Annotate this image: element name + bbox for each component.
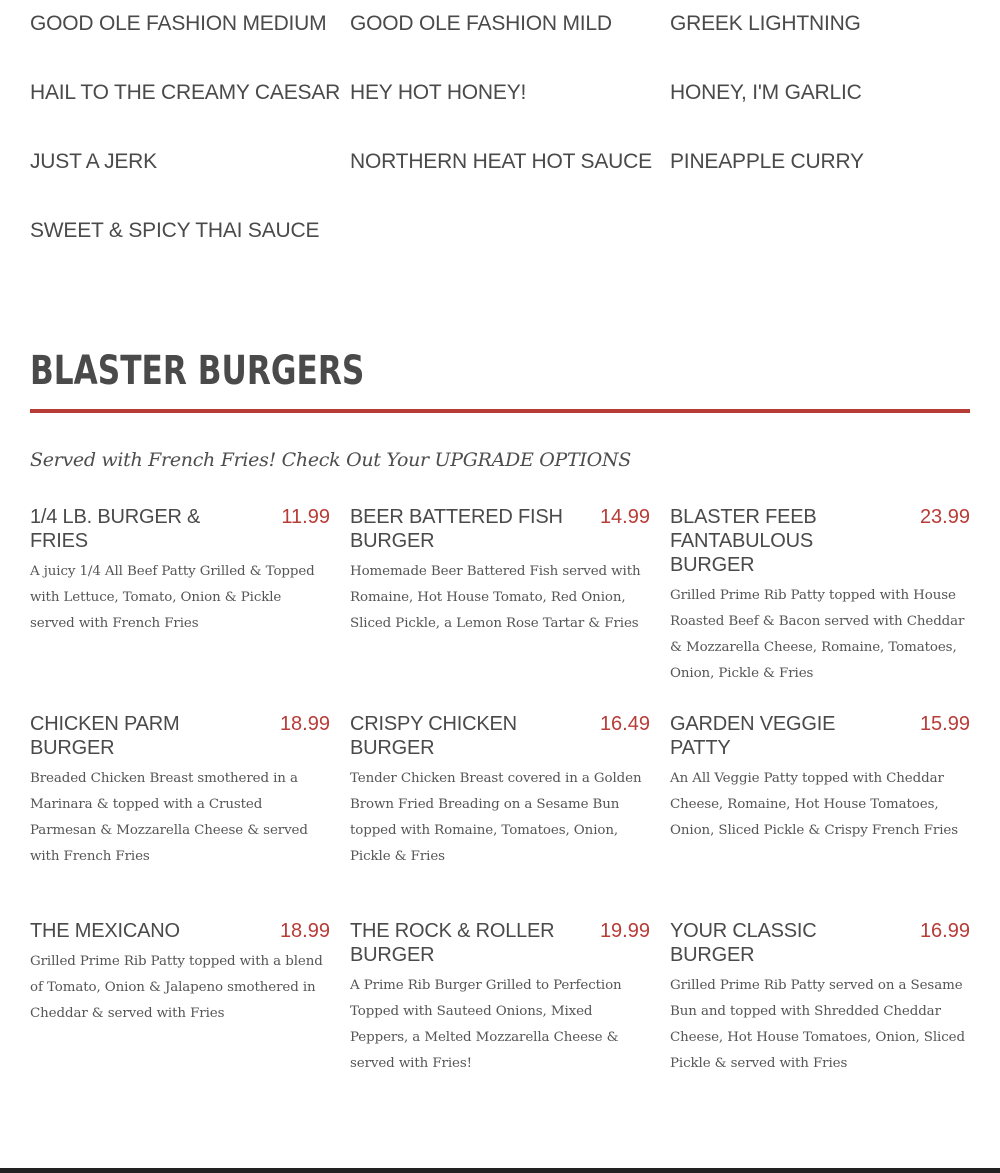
menu-item-price: 14.99	[599, 506, 650, 528]
menu-item-description: Grilled Prime Rib Patty served on a Sesame Bun and topped with Shredded Cheddar Cheese, Hot House Tomatoes, Onion, Sliced Pickle & served with Fries	[670, 978, 965, 1071]
menu-item-description: A juicy 1/4 All Beef Patty Grilled & Topped with Lettuce, Tomato, Onion & Pickle served with French Fries	[30, 564, 315, 631]
menu-item-description: Tender Chicken Breast covered in a Golden Brown Fried Breading on a Sesame Bun topped with Romaine, Tomatoes, Onion, Pickle & Fries	[350, 771, 642, 864]
menu-item-description: Homemade Beer Battered Fish served with Romaine, Hot House Tomato, Red Onion, Sliced Pickle, a Lemon Rose Tartar & Fries	[350, 564, 641, 631]
menu-item-price: 16.99	[919, 920, 970, 942]
menu-item	[350, 505, 650, 637]
menu-item-name: BLASTER FEEB FANTABULOUS BURGER	[670, 506, 817, 576]
menu-item-name: CHICKEN PARM BURGER	[30, 713, 180, 759]
sauce-item: HONEY, I'M GARLIC	[670, 81, 862, 104]
menu-item-name: 1/4 LB. BURGER & FRIES	[30, 506, 201, 552]
menu-item-name: THE ROCK & ROLLER BURGER	[350, 920, 555, 966]
sauce-item: HAIL TO THE CREAMY CAESAR	[30, 81, 341, 104]
menu-item-price: 16.49	[599, 713, 650, 735]
menu-item	[30, 505, 330, 637]
menu-item	[350, 712, 650, 870]
section-title: BLASTER BURGERS	[30, 348, 365, 394]
menu-item-price: 23.99	[919, 506, 970, 528]
menu-item-description: Grilled Prime Rib Patty topped with a blend of Tomato, Onion & Jalapeno smothered in Cheddar & served with Fries	[30, 954, 323, 1021]
menu-item-price: 15.99	[919, 713, 970, 735]
menu-item-price: 18.99	[279, 713, 330, 735]
menu-item-name: GARDEN VEGGIE PATTY	[670, 713, 836, 759]
menu-item-description: Breaded Chicken Breast smothered in a Marinara & topped with a Crusted Parmesan & Mozzarella Cheese & served with French Fries	[30, 771, 308, 864]
menu-item-name: THE MEXICANO	[30, 920, 180, 942]
sauce-item: GREEK LIGHTNING	[670, 12, 861, 35]
menu-item	[670, 505, 970, 687]
menu-item-description: A Prime Rib Burger Grilled to Perfection Topped with Sauteed Onions, Mixed Peppers, a Melted Mozzarella Cheese & served with Fries!	[350, 978, 622, 1071]
sauce-item: JUST A JERK	[30, 150, 157, 173]
section-subtitle: Served with French Fries! Check Out Your UPGRADE OPTIONS	[30, 449, 631, 471]
menu-item-description: Grilled Prime Rib Patty topped with House Roasted Beef & Bacon served with Cheddar & Mozzarella Cheese, Romaine, Tomatoes, Onion, Pickle & Fries	[670, 588, 965, 681]
menu-item-price: 11.99	[281, 506, 330, 528]
menu-item	[350, 919, 650, 1077]
sauce-item: GOOD OLE FASHION MILD	[350, 12, 612, 35]
section-divider	[30, 409, 970, 413]
sauce-item: PINEAPPLE CURRY	[670, 150, 864, 173]
menu-item-price: 19.99	[599, 920, 650, 942]
menu-item-name: YOUR CLASSIC BURGER	[670, 920, 817, 966]
menu-item	[30, 712, 330, 870]
sauce-item: GOOD OLE FASHION MEDIUM	[30, 12, 327, 35]
menu-item	[670, 712, 970, 844]
menu-item-price: 18.99	[279, 920, 330, 942]
sauce-list	[30, 10, 970, 286]
sauce-item: SWEET & SPICY THAI SAUCE	[30, 219, 320, 242]
menu-item-name: BEER BATTERED FISH BURGER	[350, 506, 563, 552]
menu-item	[670, 919, 970, 1077]
sauce-item: HEY HOT HONEY!	[350, 81, 527, 104]
footer-bar	[0, 1168, 1000, 1173]
menu-item	[30, 919, 330, 1027]
menu-item-name: CRISPY CHICKEN BURGER	[350, 713, 517, 759]
sauce-item: NORTHERN HEAT HOT SAUCE	[350, 150, 652, 173]
menu-item-description: An All Veggie Patty topped with Cheddar Cheese, Romaine, Hot House Tomatoes, Onion, Sliced Pickle & Crispy French Fries	[670, 771, 959, 838]
